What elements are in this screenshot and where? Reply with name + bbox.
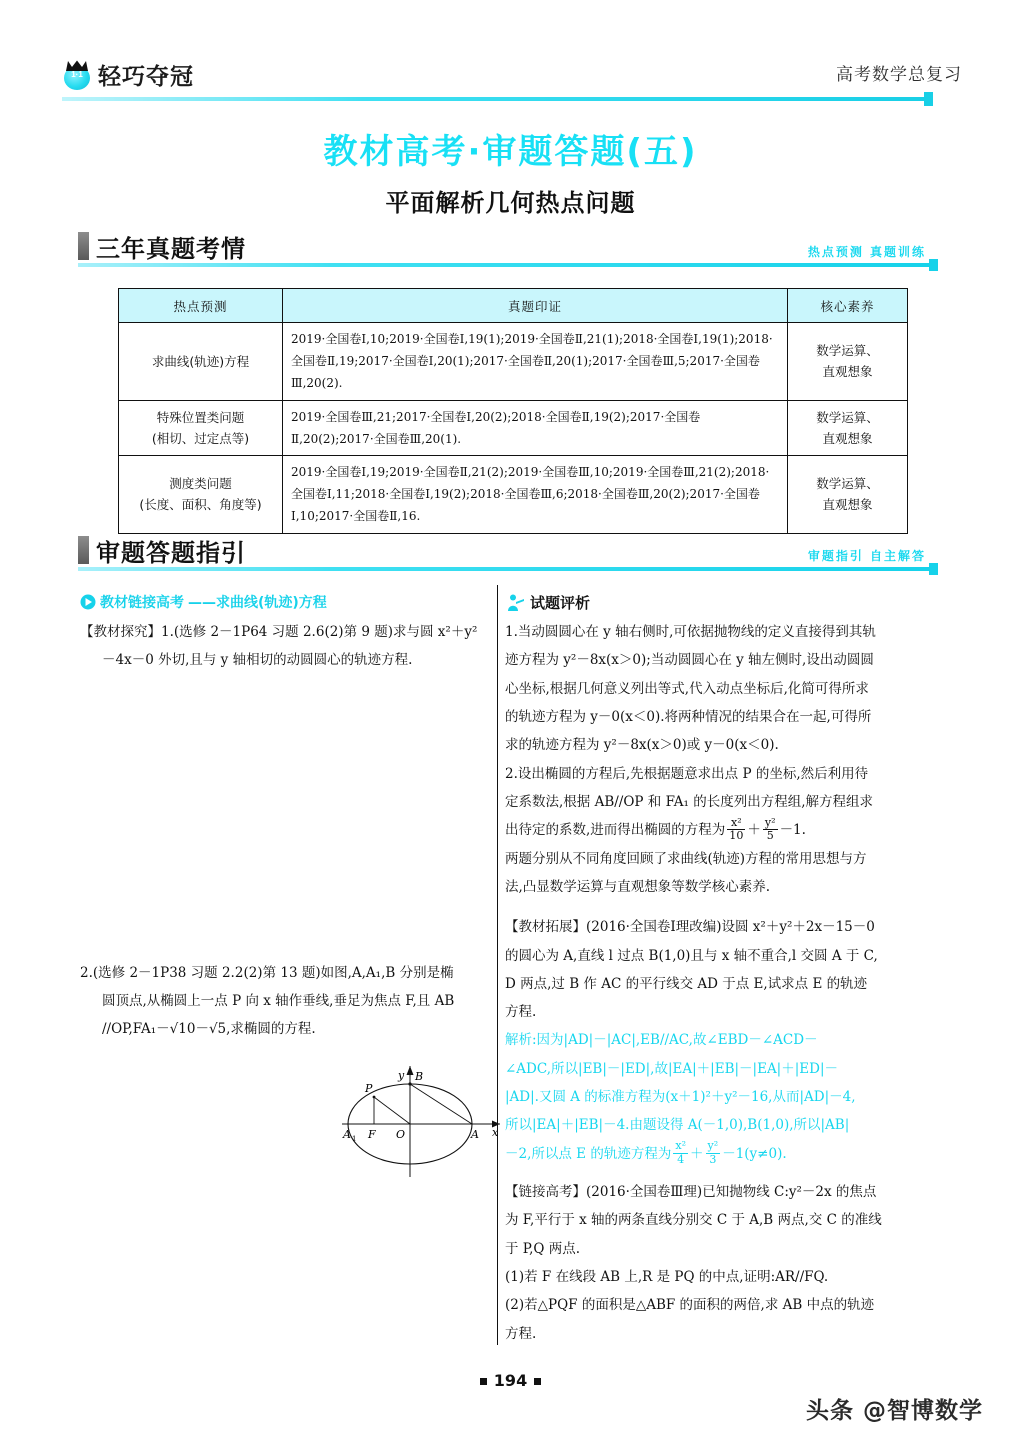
q2-line1: (选修 2－1P38 习题 2.2(2)第 13 题)如图,A,A₁,B 分别是椭	[92, 964, 454, 981]
gk-line3: 于 P,Q 两点.	[505, 1240, 581, 1257]
q1-line1: (选修 2－1P64 习题 2.6(2)第 9 题)求与圆 x²＋y²	[173, 624, 478, 640]
table-row	[119, 455, 908, 533]
fraction-y2-over-3: $\frac{\text{y²}}{3}$	[707, 1139, 719, 1166]
solution-block	[505, 1027, 935, 1167]
sol-line4: 所以|EA|＋|EB|－4.由题设得 A(－1,0),B(1,0),所以|AB|	[505, 1117, 850, 1134]
cell-hot-topic: 求曲线(轨迹)方程	[119, 323, 283, 401]
fig-label-F: F	[368, 1128, 376, 1141]
section1-rule-cap	[929, 259, 938, 271]
table-row	[119, 323, 908, 401]
section2-rule	[78, 567, 930, 571]
section-header-answer-guide	[78, 534, 934, 578]
ellipse-figure	[332, 1052, 512, 1182]
p3-line2: 法,凸显数学运算与直观想象等数学核心素养.	[505, 878, 771, 895]
gk-line4: (1)若 F 在线段 AB 上,R 是 PQ 的中点,证明:AR//FQ.	[505, 1269, 829, 1285]
gk-line2: 为 F,平行于 x 轴的两条直线分别交 C 于 A,B 两点,交 C 的准线	[505, 1212, 882, 1229]
sol-line2: ∠ADC,所以|EB|－|ED|,故|EA|＋|EB|－|EA|＋|ED|－	[505, 1060, 839, 1077]
table-row	[119, 400, 908, 455]
analysis-paragraph-2	[505, 761, 935, 844]
evaluation-heading	[505, 592, 935, 613]
p1-line5: 求的轨迹方程为 y²－8x(x＞0)或 y－0(x＜0).	[505, 737, 779, 754]
p3-line1: 两题分别从不同角度回顾了求曲线(轨迹)方程的常用思想与方	[505, 850, 867, 867]
fraction-x2-over-4: $\frac{\text{x²}}{4}$	[675, 1139, 687, 1166]
analysis-paragraph-3	[505, 846, 935, 901]
section1-tags: 热点预测 真题训练	[807, 245, 926, 259]
fig-label-A1: A	[343, 1128, 351, 1141]
page-subtitle: 平面解析几何热点问题	[385, 189, 636, 217]
ext-line4: 方程.	[505, 1004, 537, 1021]
cell-core-literacy: 数学运算、 直观想象	[788, 455, 908, 533]
sol-line5-pre: －2,所以点 E 的轨迹方程为	[505, 1145, 672, 1162]
sol-line5-post: －1(y≠0).	[722, 1145, 787, 1162]
question-2	[80, 960, 490, 1043]
q2-line3: //OP,FA₁－√10－√5,求椭圆的方程.	[102, 1021, 316, 1038]
cell-core-literacy: 数学运算、 直观想象	[788, 400, 908, 455]
cell-hot-topic: 特殊位置类问题 (相切、过定点等)	[119, 400, 283, 455]
fraction-y2-over-5: $\frac{\text{y²}}{5}$	[764, 815, 776, 843]
page-marker-left-icon	[480, 1378, 487, 1385]
cell-exam-proof: 2019·全国卷Ⅰ,19;2019·全国卷Ⅱ,21(2);2019·全国卷Ⅲ,10;2019·全国卷Ⅲ,21(2);2018·全国卷Ⅰ,11;2018·全国卷Ⅰ,19(2);2018·全国卷Ⅲ,6;2018·全国卷Ⅲ,20(2);2017·全国卷Ⅰ,10;2017·全国卷Ⅱ,16.	[283, 455, 788, 533]
q2-line2: 圆顶点,从椭圆上一点 P 向 x 轴作垂线,垂足为焦点 F,且 AB	[102, 992, 455, 1009]
fig-label-O: O	[396, 1128, 406, 1141]
watermark: 头条 @智博数学	[805, 1398, 983, 1424]
p2-line3-pre: 出待定的系数,进而得出椭圆的方程为	[505, 822, 726, 839]
fig-label-B: B	[415, 1070, 424, 1083]
crown-badge-icon	[62, 60, 92, 90]
section-tab-marker	[78, 536, 89, 564]
p1-line4: 的轨迹方程为 y－0(x＜0).将两种情况的结果合在一起,可得所	[505, 708, 872, 725]
textbook-link-heading	[80, 592, 490, 612]
section1-rule	[78, 263, 930, 267]
ext-line1: 【教材拓展】(2016·全国卷Ⅰ理改编)设圆 x²＋y²＋2x－15－0	[505, 919, 875, 936]
ext-line3: D 两点,过 B 作 AC 的平行线交 AD 于点 E,试求点 E 的轨迹	[505, 975, 868, 992]
gk-line1: 【链接高考】(2016·全国卷Ⅲ理)已知抛物线 C:y²－2x 的焦点	[505, 1184, 877, 1201]
p1-line1: 1.当动圆圆心在 y 轴右侧时,可依据抛物线的定义直接得到其轨	[505, 624, 876, 640]
header-rule-cap	[924, 92, 933, 106]
analysis-paragraph-1	[505, 619, 935, 759]
p2-line3	[505, 817, 935, 843]
p1-line3: 心坐标,根据几何意义列出等式,代入动点坐标后,化简可得所求	[505, 680, 869, 697]
section1-title: 三年真题考情	[96, 235, 246, 263]
th-exam-proof: 真题印证	[283, 289, 788, 323]
page-number: 194	[493, 1371, 528, 1390]
cell-core-literacy: 数学运算、 直观想象	[788, 323, 908, 401]
textbook-link-dash: ——求曲线(轨迹)方程	[188, 595, 327, 611]
p2-line2: 定系数法,根据 AB//OP 和 FA₁ 的长度列出方程组,解方程组求	[505, 793, 874, 810]
header-rule	[62, 97, 932, 101]
page-number-footer	[0, 1371, 1021, 1390]
gaokao-link-block	[505, 1179, 935, 1347]
sol-plus: ＋	[690, 1145, 704, 1162]
evaluation-title: 试题评析	[530, 594, 591, 612]
play-triangle-icon	[80, 594, 96, 610]
sol-line5	[505, 1141, 935, 1167]
gk-line5: (2)若△PQF 的面积是△ABF 的面积的两倍,求 AB 中点的轨迹	[505, 1297, 875, 1314]
brand-logo	[62, 58, 194, 91]
fig-label-P: P	[365, 1082, 373, 1095]
section2-tags: 审题指引 自主解答	[807, 549, 926, 563]
p2-plus: ＋	[747, 822, 761, 839]
textbook-extension-block	[505, 914, 935, 1025]
cell-hot-topic: 测度类问题 (长度、面积、角度等)	[119, 455, 283, 533]
header-book-title: 高考数学总复习	[836, 65, 962, 85]
sol-line3: |AD|.又圆 A 的标准方程为(x＋1)²＋y²－16,从而|AD|－4,	[505, 1089, 856, 1106]
section-tab-marker	[78, 232, 89, 260]
exam-trends-table	[118, 288, 908, 534]
fig-label-y: y	[398, 1069, 405, 1082]
page-marker-right-icon	[534, 1378, 541, 1385]
fraction-x2-over-10: $\frac{\text{x²}}{10}$	[729, 815, 744, 843]
p1-line2: 迹方程为 y²－8x(x＞0);当动圆圆心在 y 轴左侧时,设出动圆圆	[505, 652, 874, 669]
p2-line1: 2.设出椭圆的方程后,先根据题意求出点 P 的坐标,然后利用待	[505, 765, 869, 782]
question-1	[80, 619, 490, 674]
column-divider	[497, 585, 498, 1345]
right-column	[505, 592, 935, 1349]
q1-line2: －4x－0 外切,且与 y 轴相切的动圆圆心的轨迹方程.	[102, 652, 413, 669]
cell-exam-proof: 2019·全国卷Ⅰ,10;2019·全国卷Ⅰ,19(1);2019·全国卷Ⅱ,21(1);2018·全国卷Ⅰ,19(1);2018·全国卷Ⅱ,19;2017·全国卷Ⅰ,20(1);2017·全国卷Ⅱ,20(1);2017·全国卷Ⅲ,5;2017·全国卷Ⅲ,20(2).	[283, 323, 788, 401]
fig-label-A1-sub: 1	[352, 1135, 357, 1143]
logo-text: 轻巧夺冠	[98, 64, 194, 90]
cell-exam-proof: 2019·全国卷Ⅲ,21;2017·全国卷Ⅰ,20(2);2018·全国卷Ⅱ,19(2);2017·全国卷Ⅱ,20(2);2017·全国卷Ⅲ,20(1).	[283, 400, 788, 455]
table-header-row	[119, 289, 908, 323]
fig-label-A: A	[471, 1128, 479, 1141]
sol-line1: 解析:因为|AD|－|AC|,EB//AC,故∠EBD－∠ACD－	[505, 1032, 818, 1049]
gk-line6: 方程.	[505, 1325, 537, 1342]
textbook-link-label: 教材链接高考	[100, 595, 184, 611]
ext-line2: 的圆心为 A,直线 l 过点 B(1,0)且与 x 轴不重合,l 交圆 A 于 C,	[505, 947, 878, 964]
page-title: 教材高考·审题答题(五)	[323, 132, 698, 172]
ellipse-diagram-svg	[332, 1052, 512, 1182]
section2-title: 审题答题指引	[96, 539, 246, 567]
th-core-literacy: 核心素养	[788, 289, 908, 323]
teacher-pointer-icon	[505, 593, 525, 613]
q1-prefix: 【教材探究】1.	[80, 624, 174, 640]
p2-line3-post: －1.	[779, 822, 806, 839]
section2-rule-cap	[929, 563, 938, 575]
th-hot-prediction: 热点预测	[119, 289, 283, 323]
left-column	[80, 592, 490, 1045]
logo-badge-number: 1·1	[71, 69, 83, 79]
q2-prefix: 2.	[80, 964, 93, 981]
fig-label-x: x	[492, 1126, 499, 1139]
section-header-exam-trends	[78, 230, 934, 274]
